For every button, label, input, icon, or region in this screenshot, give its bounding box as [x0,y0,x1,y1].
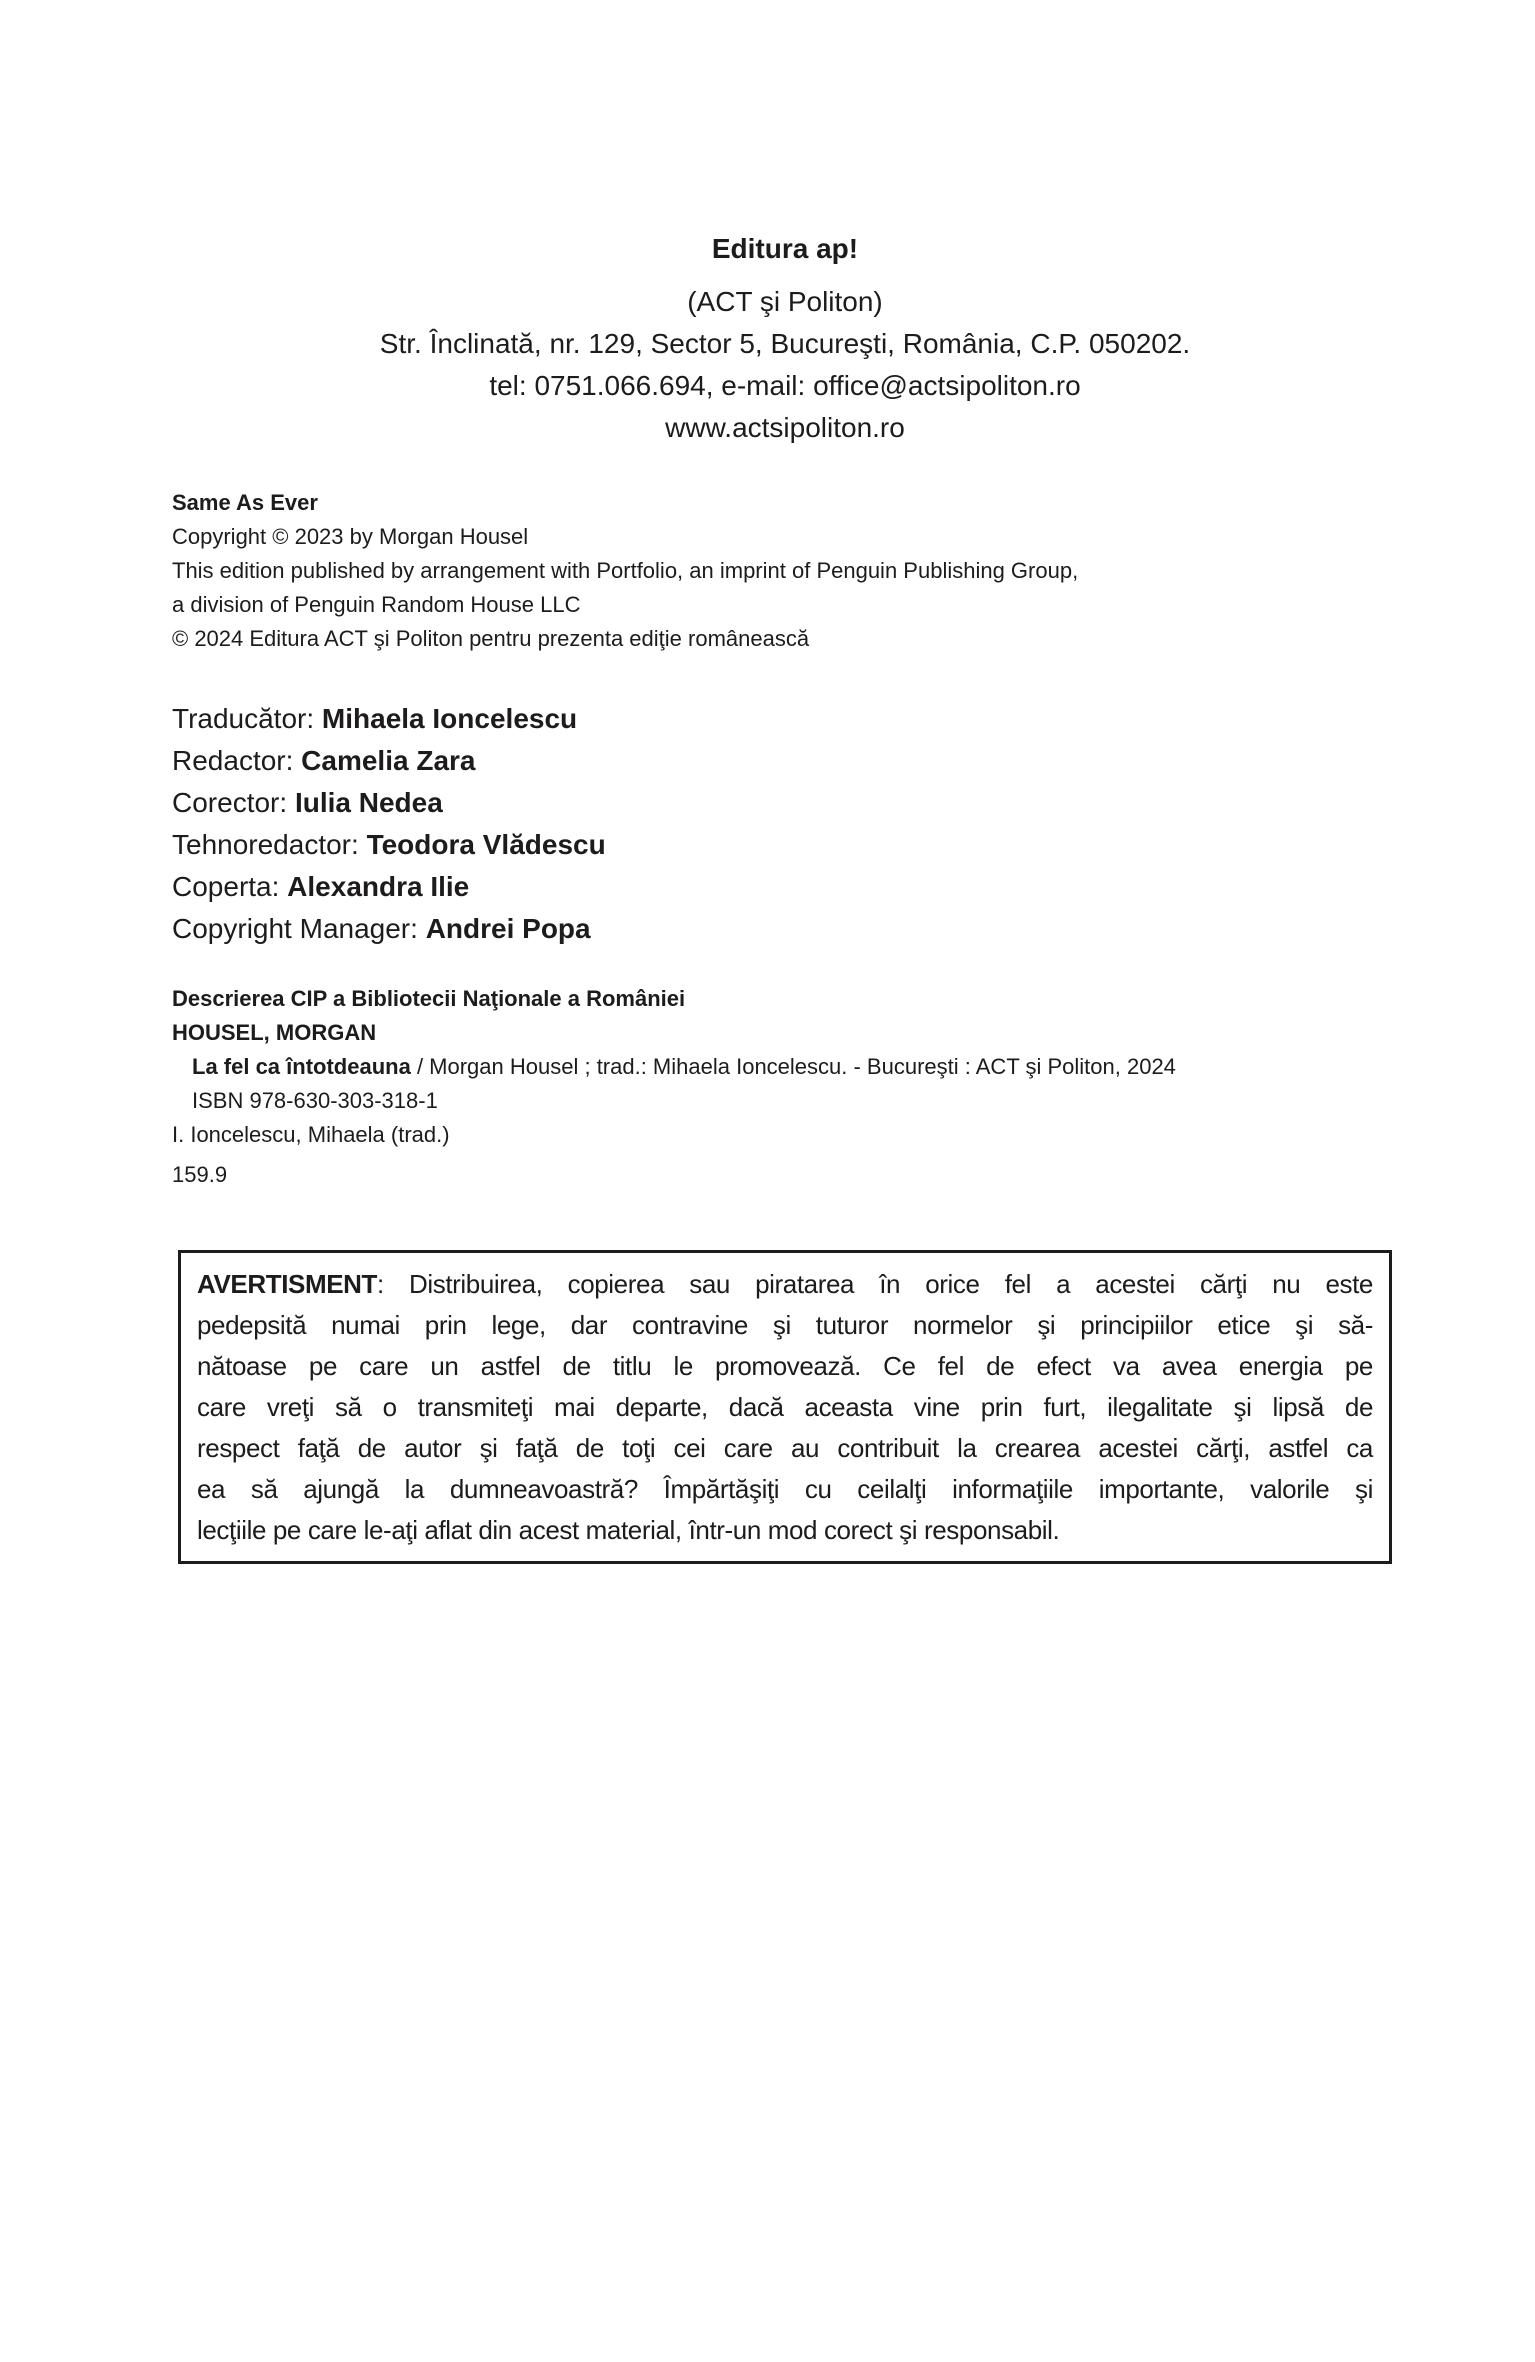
credit-row-proofreader [172,782,1402,824]
publisher-website: www.actsipoliton.ro [665,412,905,443]
cip-title-rest: / Morgan Housel ; trad.: Mihaela Ioncelescu. - Bucureşti : ACT şi Politon, 2024 [410,1054,1176,1079]
publisher-block [178,228,1392,449]
credit-row-copyright-manager [172,908,1402,950]
credit-row-cover [172,866,1402,908]
credit-label: Coperta: [172,871,288,902]
credit-label: Traducător: [172,703,322,734]
credit-row-translator [172,698,1402,740]
warning-line [197,1264,1373,1305]
cip-isbn: ISBN 978-630-303-318-1 [192,1088,438,1113]
publisher-imprint: (ACT şi Politon) [687,286,883,317]
credit-label: Copyright Manager: [172,913,426,944]
warning-box [178,1250,1392,1564]
credit-name: Camelia Zara [301,745,476,776]
warning-line: care vreţi să o transmiteţi mai departe, dacă aceasta vine prin furt, ilegalitate şi lipsă de [197,1392,1373,1422]
warning-line1-rest: : Distribuirea, copierea sau piratarea în orice fel a acestei cărţi nu este [377,1269,1373,1299]
credit-label: Tehnoredactor: [172,829,367,860]
copyright-block [172,486,1402,656]
warning-line: pedepsită numai prin lege, dar contravine şi tuturor normelor şi principiilor etice şi să- [197,1310,1373,1340]
warning-line: nătoase pe care un astfel de titlu le promovează. Ce fel de efect va avea energia pe [197,1351,1373,1381]
copyright-line: This edition published by arrangement with Portfolio, an imprint of Penguin Publishing Group, [172,558,1079,583]
copyright-line: Copyright © 2023 by Morgan Housel [172,524,529,549]
credit-name: Iulia Nedea [294,787,443,818]
cip-translator-entry: I. Ioncelescu, Mihaela (trad.) [172,1122,450,1147]
copyright-line: a division of Penguin Random House LLC [172,592,581,617]
cip-title-line [172,1050,1402,1084]
cip-block [172,982,1402,1192]
cip-author: HOUSEL, MORGAN [172,1020,377,1045]
credit-row-editor [172,740,1402,782]
credit-name: Teodora Vlădescu [366,829,606,860]
credit-label: Redactor: [172,745,302,776]
warning-line: respect faţă de autor şi faţă de toţi cei care au contribuit la crearea acestei cărţi, astfel ca [197,1433,1373,1463]
credit-name: Mihaela Ioncelescu [321,703,578,734]
warning-line: ea să ajungă la dumneavoastră? Împărtăşiţi cu ceilalţi informaţiile importante, valorile şi [197,1474,1373,1504]
credit-row-typesetter [172,824,1402,866]
copyright-line: © 2024 Editura ACT şi Politon pentru prezenta ediţie românească [172,626,810,651]
credit-name: Alexandra Ilie [287,871,470,902]
warning-label: AVERTISMENT [197,1269,378,1299]
credit-name: Andrei Popa [425,913,591,944]
publisher-address: Str. Înclinată, nr. 129, Sector 5, Bucureşti, România, C.P. 050202. [379,328,1191,359]
publisher-contact: tel: 0751.066.694, e-mail: office@actsipoliton.ro [489,370,1081,401]
cip-title: La fel ca întotdeauna [192,1054,411,1079]
cip-heading: Descrierea CIP a Bibliotecii Naţionale a României [172,986,686,1011]
credit-label: Corector: [172,787,295,818]
cip-classification: 159.9 [172,1162,228,1187]
credits-block [172,698,1402,950]
original-title: Same As Ever [172,490,318,515]
publisher-name: Editura ap! [711,233,859,264]
warning-line: lecţiile pe care le-aţi aflat din acest material, într-un mod corect şi responsabil. [197,1515,1060,1545]
